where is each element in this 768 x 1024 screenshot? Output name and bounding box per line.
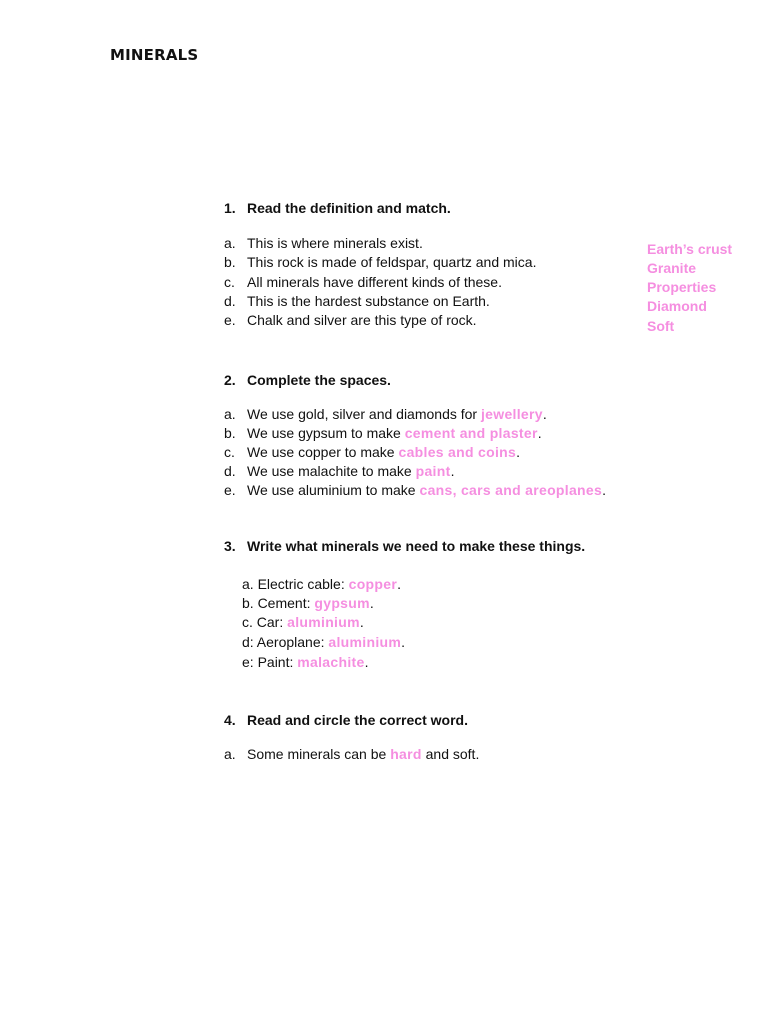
list-item (242, 633, 405, 651)
item-text: This is the hardest substance on Earth. (247, 293, 490, 309)
item-prefix: d: Aeroplane: (242, 634, 329, 650)
item-suffix: . (359, 614, 364, 630)
item-letter: e. (224, 312, 236, 328)
item-prefix: a. Electric cable: (242, 576, 349, 592)
section-heading-text: Complete the spaces. (247, 372, 391, 388)
item-letter: b. (224, 425, 236, 441)
item-letter: a. (224, 406, 236, 422)
item-suffix: and soft. (421, 746, 480, 762)
answer-text: cans, cars and areoplanes (419, 482, 603, 498)
list-item (242, 613, 364, 631)
item-letter: b. (224, 254, 236, 270)
word-bank-item: Earth’s crust (647, 241, 733, 257)
section-1-heading (224, 200, 664, 220)
item-text (247, 424, 542, 442)
item-text: Chalk and silver are this type of rock. (247, 312, 477, 328)
item-prefix: c. Car: (242, 614, 288, 630)
list-item (242, 594, 374, 612)
item-suffix: . (542, 406, 547, 422)
item-prefix: We use gypsum to make (247, 425, 405, 441)
item-text (247, 745, 479, 763)
answer-text: gypsum (314, 595, 370, 611)
item-text: All minerals have different kinds of these. (247, 274, 502, 290)
item-prefix: Some minerals can be (247, 746, 391, 762)
item-text (247, 481, 606, 499)
section-heading-text: Read and circle the correct word. (247, 712, 468, 728)
section-heading-text: Read the definition and match. (247, 200, 451, 216)
section-number: 2. (224, 372, 236, 388)
item-text (247, 405, 547, 423)
section-4 (224, 712, 664, 762)
item-suffix: . (602, 482, 606, 498)
word-bank-item: Granite (647, 260, 697, 276)
section-3 (224, 538, 664, 558)
word-bank-item: Diamond (647, 298, 707, 314)
word-bank-item: Soft (647, 318, 675, 334)
section-3-heading (224, 538, 664, 558)
item-text: This is where minerals exist. (247, 235, 423, 251)
answer-text: copper (348, 576, 398, 592)
section-number: 3. (224, 538, 236, 554)
item-prefix: We use malachite to make (247, 463, 416, 479)
answer-text: cement and plaster (404, 425, 538, 441)
item-suffix: . (401, 634, 406, 650)
item-suffix: . (397, 576, 401, 592)
item-letter: d. (224, 293, 236, 309)
item-prefix: We use copper to make (247, 444, 399, 460)
item-letter: e. (224, 482, 236, 498)
item-prefix: We use aluminium to make (247, 482, 420, 498)
list-item (242, 653, 368, 671)
item-prefix: b. Cement: (242, 595, 315, 611)
item-suffix: . (537, 425, 542, 441)
answer-text: jewellery (480, 406, 543, 422)
item-text (247, 462, 454, 480)
item-letter: a. (224, 746, 236, 762)
section-2-heading (224, 372, 664, 392)
word-bank-item: Properties (647, 279, 717, 295)
list-item (242, 575, 401, 593)
section-number: 1. (224, 200, 236, 216)
section-number: 4. (224, 712, 236, 728)
item-letter: c. (224, 274, 235, 290)
item-letter: c. (224, 444, 235, 460)
item-suffix: . (516, 444, 520, 460)
answer-text: hard (390, 746, 422, 762)
item-suffix: . (450, 463, 455, 479)
item-prefix: e: Paint: (242, 654, 298, 670)
item-suffix: . (369, 595, 374, 611)
item-suffix: . (364, 654, 369, 670)
item-prefix: We use gold, silver and diamonds for (247, 406, 481, 422)
item-letter: d. (224, 463, 236, 479)
worksheet-title: MINERALS (110, 46, 199, 64)
answer-text: aluminium (328, 634, 402, 650)
section-4-heading (224, 712, 664, 732)
answer-text: paint (415, 463, 451, 479)
item-text (247, 443, 520, 461)
section-2 (224, 372, 664, 498)
item-text: This rock is made of feldspar, quartz and mica. (247, 254, 537, 270)
section-heading-text: Write what minerals we need to make these things. (247, 538, 586, 554)
answer-text: aluminium (287, 614, 360, 630)
answer-text: cables and coins (398, 444, 517, 460)
item-letter: a. (224, 235, 236, 251)
section-1 (224, 200, 664, 328)
answer-text: malachite (297, 654, 365, 670)
